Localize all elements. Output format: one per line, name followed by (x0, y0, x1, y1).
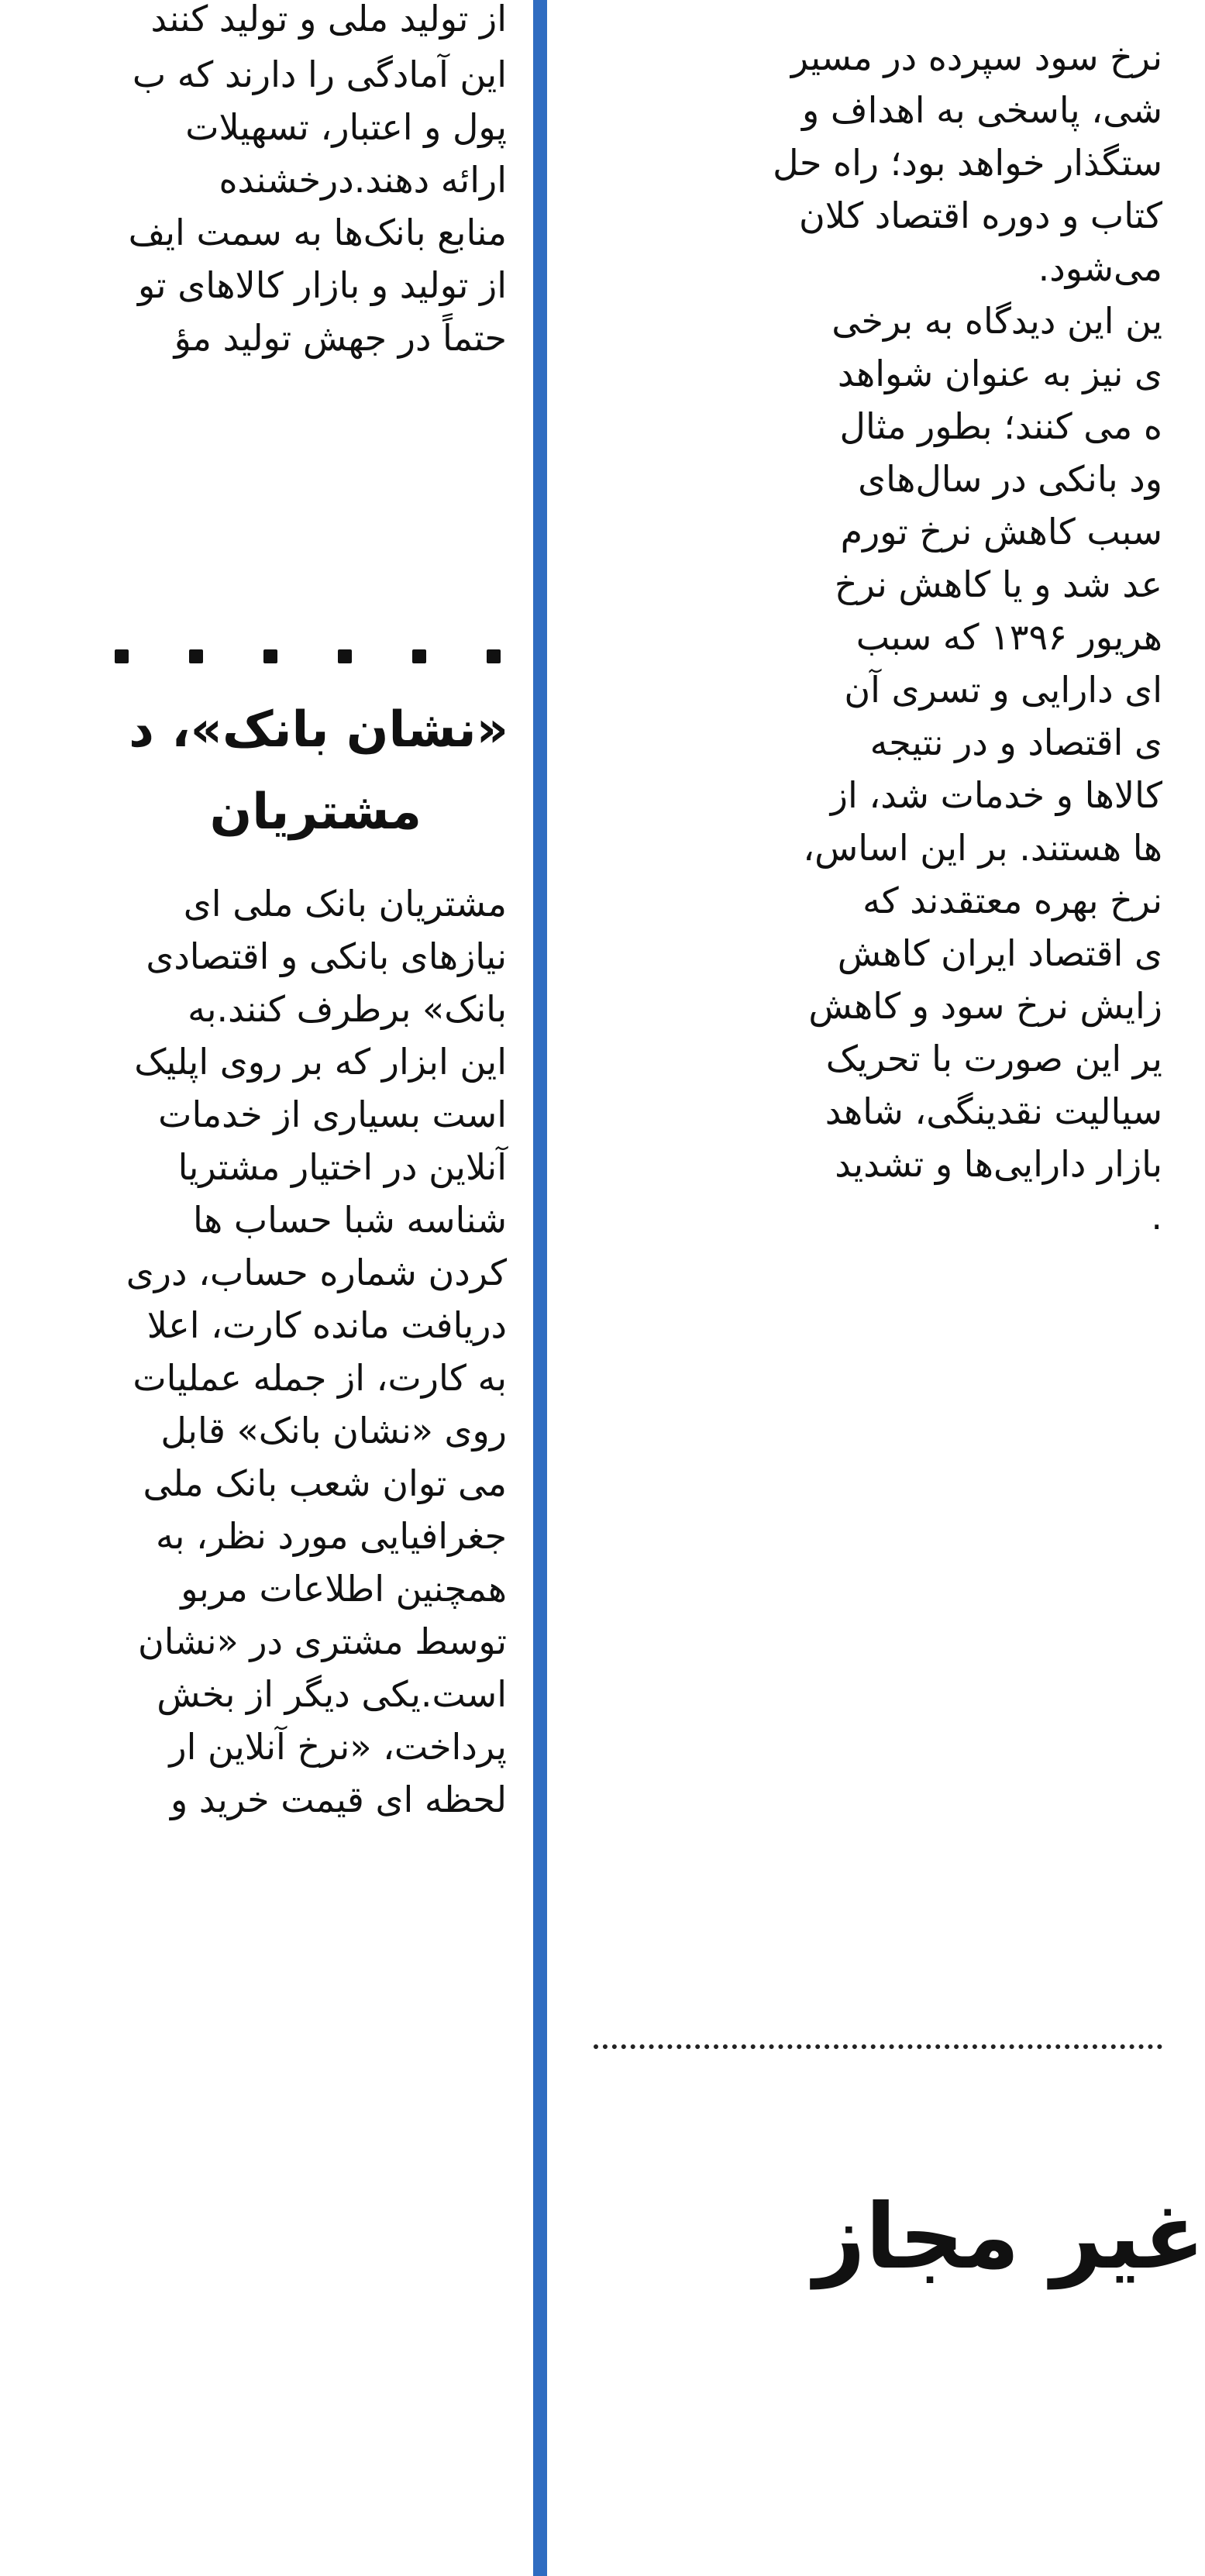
separator-dot (412, 649, 426, 663)
text-line: همچنین اطلاعات مربو (181, 1568, 507, 1610)
text-line: است بسیاری از خدمات (158, 1093, 507, 1135)
text-line: ین این دیدگاه به برخی (831, 300, 1162, 342)
text-line: توسط مشتری در «نشان (137, 1620, 507, 1662)
text-line: می‌شود. (1038, 247, 1162, 289)
dotted-rule (594, 2044, 1162, 2049)
text-line: بانک» برطرف کنند.به (188, 988, 507, 1030)
text-line: پول و اعتبار، تسهیلات (185, 106, 507, 148)
text-line: منابع بانک‌ها به سمت ایف (128, 212, 507, 253)
text-line: کردن شماره حساب، دری (126, 1252, 507, 1293)
text-line: ی نیز به عنوان شواهد (837, 353, 1162, 394)
text-line: نیازهای بانکی و اقتصادی (146, 935, 507, 977)
text-line: ارائه دهند.درخشنده (219, 159, 507, 201)
text-line: می توان شعب بانک ملی (143, 1462, 507, 1504)
text-line: شناسه شبا حساب ها (192, 1199, 507, 1241)
article-headline: مشتریان (209, 783, 422, 841)
text-line: این ابزار که بر روی اپلیک (134, 1041, 507, 1083)
text-line: بازار دارایی‌ها و تشدید (835, 1143, 1162, 1185)
text-line: ود بانکی در سال‌های (858, 458, 1162, 500)
text-line: . (1151, 1196, 1162, 1238)
text-line: مشتریان بانک ملی ای (183, 883, 507, 925)
text-line: نرخ بهره معتقدند که (862, 880, 1162, 921)
text-line: ی اقتصاد و در نتیجه (869, 721, 1162, 763)
text-line: سبب کاهش نرخ تورم (840, 511, 1162, 553)
text-line: ای دارایی و تسری آن (844, 669, 1162, 711)
left-article-column (0, 0, 533, 2576)
text-line: یر این صورت با تحریک (825, 1038, 1162, 1080)
article-headline: «نشان بانک»، د (129, 701, 508, 759)
text-line: حتماً در جهش تولید مؤ (174, 317, 507, 359)
text-line: کالاها و خدمات شد، از (830, 774, 1162, 816)
text-line: روی «نشان بانک» قابل (160, 1410, 507, 1452)
text-line: زایش نرخ سود و کاهش (808, 985, 1162, 1027)
article-headline: غیر مجاز (814, 2185, 1205, 2289)
text-line: دریافت مانده کارت، اعلا (146, 1304, 507, 1346)
text-line: کتاب و دوره اقتصاد کلان (799, 195, 1162, 236)
text-line: ی اقتصاد ایران کاهش (837, 932, 1162, 974)
text-line: ستگذار خواهد بود؛ راه حل (773, 142, 1162, 184)
text-line: نرخ سود سپرده در مسیر (790, 36, 1162, 78)
text-line: لحظه ای قیمت خرید و (170, 1779, 507, 1820)
text-line: این آمادگی را دارند که ب (132, 53, 507, 95)
column-divider (533, 0, 547, 2576)
separator-dot (338, 649, 352, 663)
separator-dot (263, 649, 277, 663)
text-line: ها هستند. بر این اساس، (803, 827, 1162, 869)
text-line: از تولید ملی و تولید کنند (150, 0, 507, 40)
text-line: جغرافیایی مورد نظر، به (155, 1515, 507, 1557)
text-line: عد شد و یا کاهش نرخ (834, 563, 1162, 605)
separator-dot (487, 649, 501, 663)
separator-dot (115, 649, 129, 663)
text-line: ه می کنند؛ بطور مثال (839, 405, 1162, 447)
text-line: آنلاین در اختیار مشتریا (177, 1146, 507, 1188)
text-line: است.یکی دیگر از بخش (157, 1673, 507, 1715)
section-separator-dots (115, 649, 501, 663)
text-line: به کارت، از جمله عملیات (133, 1357, 507, 1399)
text-line: سیالیت نقدینگی، شاهد (825, 1090, 1162, 1132)
text-line: پرداخت، «نرخ آنلاین ار (169, 1726, 507, 1768)
text-line: هریور ۱۳۹۶ که سبب (856, 616, 1162, 658)
text-line: شی، پاسخی به اهداف و (802, 89, 1162, 131)
text-line: از تولید و بازار کالاهای تو (138, 264, 507, 306)
separator-dot (189, 649, 203, 663)
